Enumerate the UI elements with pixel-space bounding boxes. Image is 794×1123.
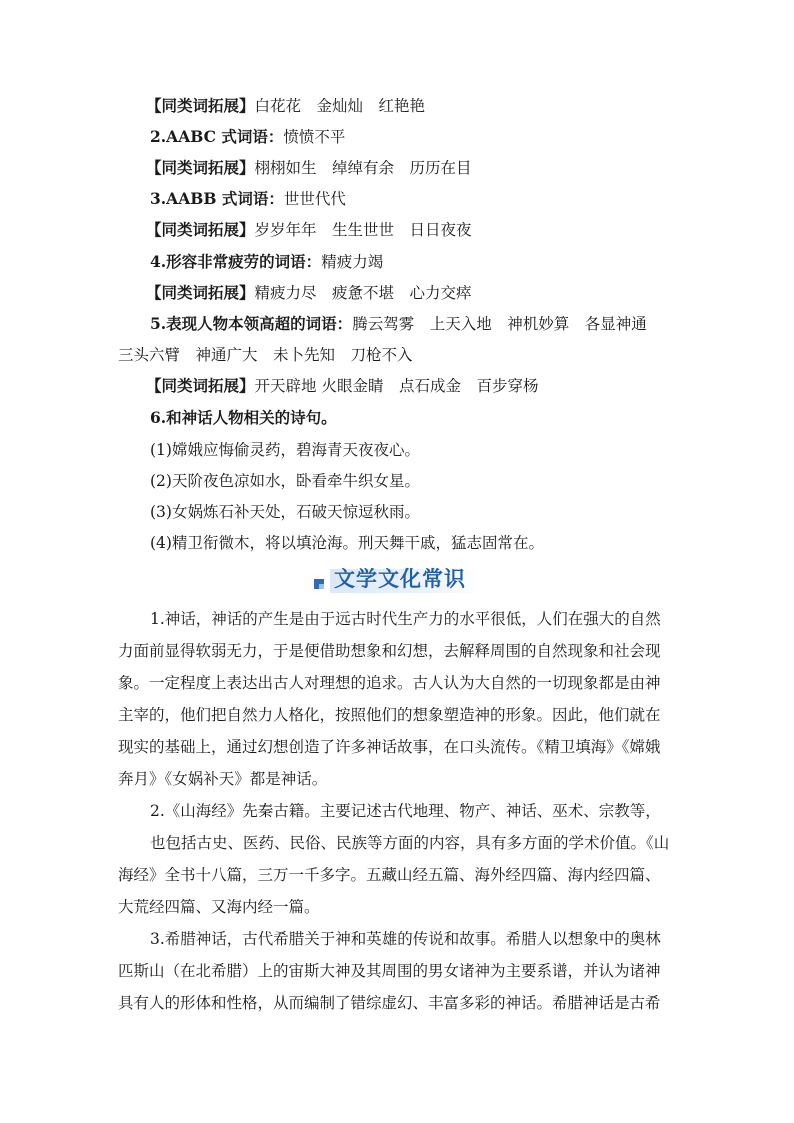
skill-heading [150,314,647,334]
aabc-label: 2.AABC 式词语： [150,127,284,146]
extension-tag: 【同类词拓展】 [146,283,255,302]
vocab-extension-line-5 [146,376,538,396]
paragraph-3-line-1: 3.希腊神话，古代希腊关于神和英雄的传说和故事。希腊人以想象中的奥林 [150,930,661,948]
paragraph-3-line-3: 具有人的形体和性格，从而编制了错综虚幻、丰富多彩的神话。希腊神话是古希 [118,994,661,1012]
poem-line-2: (2)天阶夜色凉如水，卧看牵牛织女星。 [150,472,420,490]
paragraph-1-line-1: 1.神话，神话的产生是由于远古时代生产力的水平很低，人们在强大的自然 [150,610,661,628]
extension-tag: 【同类词拓展】 [146,158,255,177]
fatigue-label: 4.形容非常疲劳的词语： [150,252,322,271]
skill-label: 5.表现人物本领高超的词语： [150,314,353,333]
aabb-heading [150,189,346,209]
paragraph-3-line-2: 匹斯山（在北希腊）上的宙斯大神及其周围的男女诸神为主要系谱，并认为诸神 [118,962,661,980]
fatigue-word: 精疲力竭 [321,253,384,271]
paragraph-2-line-2: 也包括古史、医药、民俗、民族等方面的内容，具有多方面的学术价值。《山 [150,834,670,852]
paragraph-1-line-5: 现实的基础上，通过幻想创造了许多神话故事，在口头流传。《精卫填海》《嫦娥 [118,738,661,756]
extension-words: 开天辟地 火眼金睛 点石成金 百步穿杨 [254,377,539,395]
vocab-extension-line-3 [146,220,472,240]
poem-line-4: (4)精卫衔微木，将以填沧海。刑天舞干戚，猛志固常在。 [150,534,544,552]
aabc-heading [150,127,345,147]
section-title: 文学文化常识 [334,567,466,591]
poem-line-1: (1)嫦娥应悔偷灵药，碧海青天夜夜心。 [150,441,420,459]
skill-words-continued: 三头六臂 神通广大 未卜先知 刀枪不入 [118,346,413,364]
heading-square-accent-icon [319,584,324,589]
poem-line-3: (3)女娲炼石补天处，石破天惊逗秋雨。 [150,503,420,521]
paragraph-1-line-2: 力面前显得软弱无力，于是便借助想象和幻想，去解释周围的自然现象和社会现 [118,642,661,660]
aabb-word: 世世代代 [283,190,346,208]
section-heading [312,565,482,593]
paragraph-2-line-3: 海经》全书十八篇，三万一千多字。五藏山经五篇、海外经四篇、海内经四篇、 [118,866,661,884]
skill-words: 腾云驾雾 上天入地 神机妙算 各显神通 [352,315,647,333]
vocab-extension-line-4 [146,283,472,303]
extension-words: 精疲力尽 疲惫不堪 心力交瘁 [254,284,472,302]
aabb-label: 3.AABB 式词语： [150,189,284,208]
extension-words: 白花花 金灿灿 红艳艳 [254,97,426,115]
extension-words: 岁岁年年 生生世世 日日夜夜 [254,221,472,239]
extension-words: 栩栩如生 绰绰有余 历历在目 [254,159,472,177]
paragraph-1-line-3: 象。一定程度上表达出古人对理想的追求。古人认为大自然的一切现象都是由神 [118,674,661,692]
vocab-extension-line-1 [146,96,425,116]
poem-heading: 6.和神话人物相关的诗句。 [150,408,337,427]
extension-tag: 【同类词拓展】 [146,376,255,395]
extension-tag: 【同类词拓展】 [146,220,255,239]
extension-tag: 【同类词拓展】 [146,96,255,115]
paragraph-1-line-6: 奔月》《女娲补天》都是神话。 [118,770,328,788]
paragraph-1-line-4: 主宰的，他们把自然力人格化，按照他们的想象塑造神的形象。因此，他们就在 [118,706,661,724]
aabc-word: 愤愤不平 [283,128,346,146]
paragraph-2-line-4: 大荒经四篇、又海内经一篇。 [118,898,320,916]
paragraph-2-line-1: 2.《山海经》先秦古籍。主要记述古代地理、物产、神话、巫术、宗教等， [150,802,661,820]
vocab-extension-line-2 [146,158,472,178]
fatigue-heading [150,252,383,272]
